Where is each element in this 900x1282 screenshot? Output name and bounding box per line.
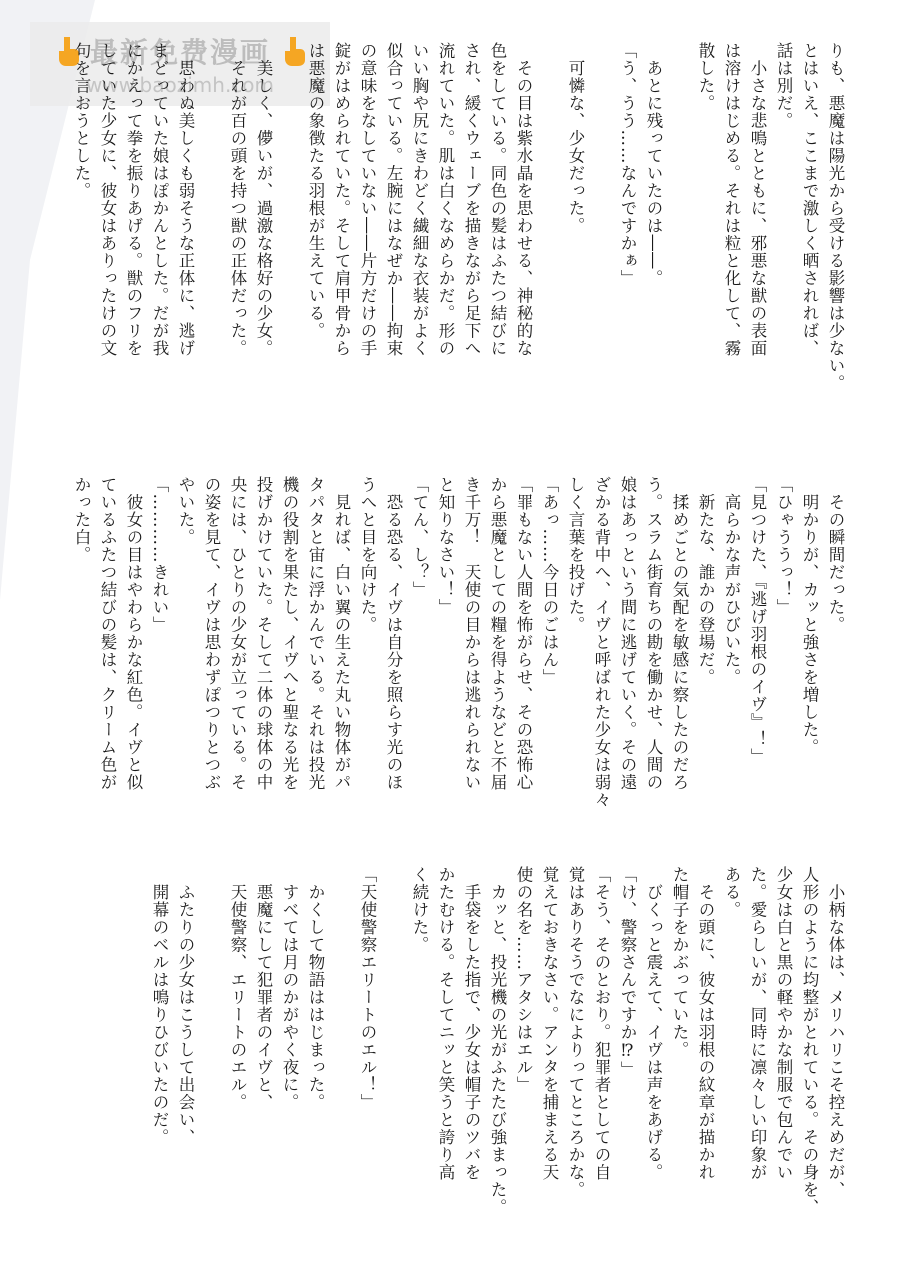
- text-line: 「天使警察エリートのエル！」: [358, 866, 377, 1111]
- text-line: ざかる背中へ、イヴと呼ばれた少女は弱々: [592, 476, 611, 809]
- text-line: 「あっ……今日のごはん」: [540, 476, 559, 686]
- text-line: かくして物語ははじまった。: [306, 866, 325, 1111]
- text-line: その目は紫水晶を思わせる、神秘的な: [514, 42, 533, 357]
- text-line: その瞬間だった。: [826, 476, 845, 634]
- text-line: していた少女に、彼女はありったけの文: [98, 42, 117, 357]
- text-block-top: [68, 42, 848, 422]
- text-line: き千万！ 天使の目からは逃れられない: [462, 476, 481, 791]
- text-line: ふたりの少女はこうして出会い、: [176, 866, 195, 1146]
- text-line: [276, 42, 302, 422]
- text-line: 機の役割を果たし、イヴへと聖なる光を: [280, 476, 299, 791]
- text-line: かった白。: [72, 476, 91, 564]
- text-line: 小柄な体は、メリハリこそ控えめだが、: [826, 866, 845, 1199]
- text-line: 悪魔にして犯罪者のイヴと、: [254, 866, 273, 1111]
- text-line: ある。: [722, 866, 741, 919]
- text-line: く続けた。: [410, 866, 429, 954]
- text-line: 恐る恐る、イヴは自分を照らす光のほ: [384, 476, 403, 791]
- text-line: 手袋をした指で、少女は帽子のツバを: [462, 866, 481, 1181]
- text-line: カッと、投光機の光がふたたび強まった。: [488, 866, 507, 1216]
- text-line: かたむける。そしてニッと笑うと誇り高: [436, 866, 455, 1181]
- text-line: 似合っている。左腕にはなぜか――拘束: [384, 42, 403, 357]
- text-line: 散した。: [696, 42, 715, 112]
- text-line: 投げかけていた。そして二体の球体の中: [254, 476, 273, 791]
- text-line: それが百の頭を持つ獣の正体だった。: [228, 42, 247, 357]
- text-line: [198, 42, 224, 422]
- text-line: タパタと宙に浮かんでいる。それは投光: [306, 476, 325, 791]
- text-line: た帽子をかぶっていた。: [670, 866, 689, 1059]
- text-line: の意味をなしていない――片方だけの手: [358, 42, 377, 357]
- text-line: 覚えておきなさい。アンタを捕まえる天: [540, 866, 559, 1181]
- text-line: その頭に、彼女は羽根の紋章が描かれ: [696, 866, 715, 1181]
- text-line: 彼女の目はやわらかな紅色。イヴと似: [124, 476, 143, 791]
- text-line: 「てん、し？」: [410, 476, 429, 599]
- text-line: あとに残っていたのは――。: [644, 42, 663, 287]
- text-block-bottom: [146, 866, 848, 1246]
- text-line: にかえって拳を振りあげる。獣のフリを: [124, 42, 143, 357]
- text-line: 娘はあっという間に逃げていく。その遠: [618, 476, 637, 791]
- text-line: から悪魔としての糧を得ようなどと不届: [488, 476, 507, 791]
- text-line: 小さな悲鳴とともに、邪悪な獣の表面: [748, 42, 767, 357]
- text-line: りも、悪魔は陽光から受ける影響は少ない。: [826, 42, 845, 392]
- text-line: は悪魔の象徴たる羽根が生えている。: [306, 42, 325, 340]
- text-line: 思わぬ美しくも弱そうな正体に、逃げ: [176, 42, 195, 357]
- text-line: と知りなさい！」: [436, 476, 455, 616]
- text-line: やいた。: [176, 476, 195, 546]
- text-line: まどっていた娘はぽかんとした。だが我: [150, 42, 169, 357]
- text-line: [588, 42, 614, 422]
- text-line: 色をしている。同色の髪はふたつ結びに: [488, 42, 507, 357]
- text-line: 高らかな声がひびいた。: [722, 476, 741, 686]
- text-line: [328, 866, 354, 1246]
- text-line: 揉めごとの気配を敏感に察したのだろ: [670, 476, 689, 791]
- text-line: 見れば、白い翼の生えた丸い物体がパ: [332, 476, 351, 791]
- text-block-middle: [68, 476, 848, 856]
- text-line: いい胸や尻にきわどく繊細な衣装がよく: [410, 42, 429, 357]
- text-line: ているふたつ結びの髪は、クリーム色が: [98, 476, 117, 791]
- text-line: 錠がはめられていた。そして肩甲骨から: [332, 42, 351, 357]
- text-line: 使の名を……アタシはエル」: [514, 866, 533, 1094]
- text-line: 新たな、誰かの登場だ。: [696, 476, 715, 686]
- text-line: うへと目を向けた。: [358, 476, 377, 634]
- text-line: され、緩くウェーブを描きながら足下へ: [462, 42, 481, 357]
- text-line: 「け、警察さんですか⁉」: [618, 866, 637, 1079]
- text-line: 少女は白と黒の軽やかな制服で包んでい: [774, 866, 793, 1181]
- text-line: 「見つけた、『逃げ羽根のイヴ』！」: [748, 476, 767, 766]
- text-line: しく言葉を投げた。: [566, 476, 585, 634]
- watermark-url: www.baozimh.com: [85, 73, 275, 97]
- text-line: とはいえ、ここまで激しく晒されれば、: [800, 42, 819, 357]
- text-line: 明かりが、カッと強さを増した。: [800, 476, 819, 756]
- text-line: 「ひゃううっ！」: [774, 476, 793, 616]
- text-line: [198, 866, 224, 1246]
- text-line: びくっと震えて、イヴは声をあげる。: [644, 866, 663, 1181]
- text-line: すべては月のかがやく夜に。: [280, 866, 299, 1111]
- text-line: 流れていた。肌は白くなめらかだ。形の: [436, 42, 455, 357]
- text-line: 「そう、そのとおり。犯罪者としての自: [592, 866, 611, 1181]
- text-line: の姿を見て、イヴは思わずぽつりとつぶ: [202, 476, 221, 791]
- text-line: 「罪もない人間を怖がらせ、その恐怖心: [514, 476, 533, 791]
- text-line: 可憐な、少女だった。: [566, 42, 585, 235]
- text-line: う。スラム街育ちの勘を働かせ、人間の: [644, 476, 663, 791]
- text-line: 「…………きれい」: [150, 476, 169, 634]
- text-line: 覚はありそうでなによりってところかな。: [566, 866, 585, 1199]
- text-line: は溶けはじめる。それは粒と化して、霧: [722, 42, 741, 357]
- text-line: 人形のように均整がとれている。その身を、: [800, 866, 819, 1216]
- text-line: 句を言おうとした。: [72, 42, 91, 200]
- text-line: [536, 42, 562, 422]
- text-line: 開幕のベルは鳴りひびいたのだ。: [150, 866, 169, 1146]
- text-line: 美しく、儚いが、過激な格好の少女。: [254, 42, 273, 357]
- text-line: 央には、ひとりの少女が立っている。そ: [228, 476, 247, 791]
- text-line: 「う、うう……なんですかぁ」: [618, 42, 637, 287]
- text-line: た。愛らしいが、同時に凛々しい印象が: [748, 866, 767, 1181]
- text-line: 天使警察、エリートのエル。: [228, 866, 247, 1111]
- watermark-title: 最新免费漫画: [89, 36, 270, 69]
- text-line: [380, 866, 406, 1246]
- text-line: 話は別だ。: [774, 42, 793, 130]
- text-line: [666, 42, 692, 422]
